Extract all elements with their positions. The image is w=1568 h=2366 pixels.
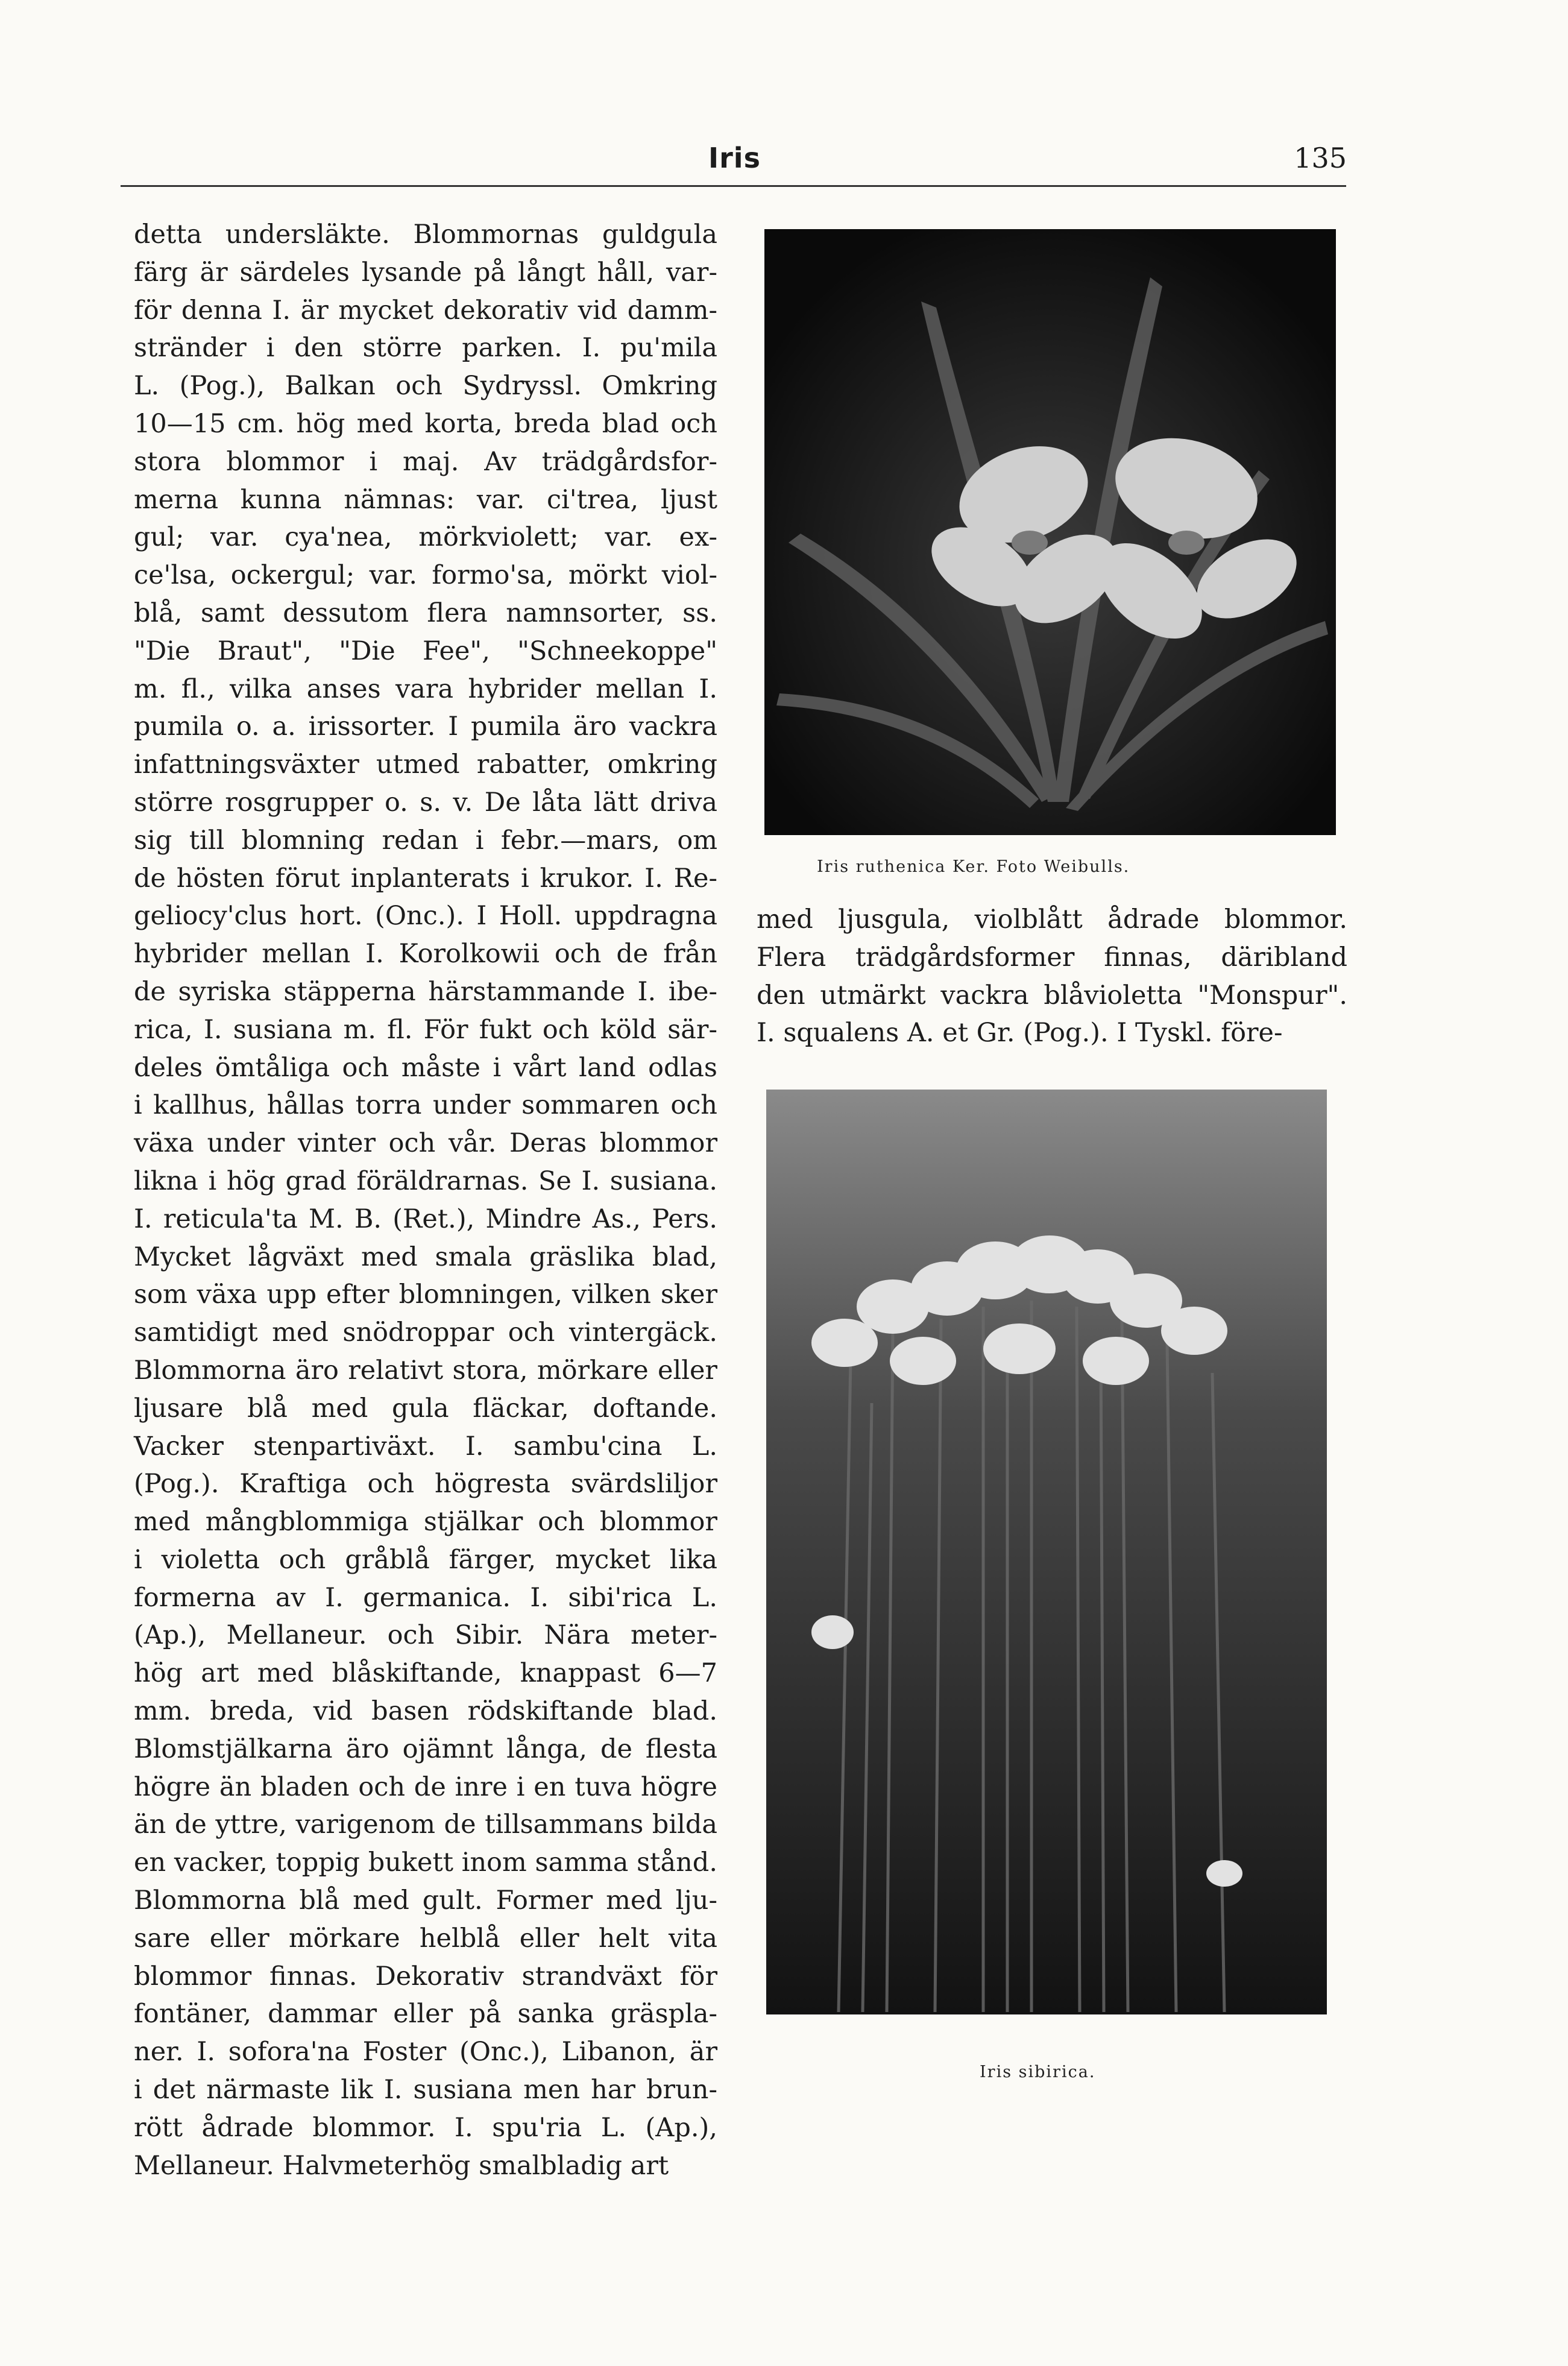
figure-caption-2: Iris sibirica. (980, 2063, 1096, 2081)
text-line: ner. I. sofora'na Foster (Onc.), Libanon, är (134, 2037, 717, 2068)
text-line: färg är särdeles lysande på långt håll, var- (134, 257, 717, 288)
text-line: Blommorna äro relativt stora, mörkare eller (134, 1355, 717, 1386)
text-line: Blommorna blå med gult. Former med lju- (134, 1885, 717, 1916)
text-line: merna kunna nämnas: var. ci'trea, ljust (134, 484, 717, 515)
running-header: Iris (708, 142, 761, 174)
text-line: de syriska stäpperna härstammande I. ibe- (134, 976, 717, 1007)
text-line: ljusare blå med gula fläckar, doftande. (134, 1393, 717, 1424)
text-line: ce'lsa, ockergul; var. formo'sa, mörkt viol- (134, 560, 717, 591)
text-line: med ljusgula, violblått ådrade blommor. (757, 904, 1347, 935)
text-line: sig till blomning redan i febr.—mars, om (134, 825, 717, 856)
text-line: infattningsväxter utmed rabatter, omkring (134, 749, 717, 780)
text-line: I. squalens A. et Gr. (Pog.). I Tyskl. före- (757, 1018, 1283, 1049)
photo-iris-ruthenica (764, 229, 1336, 835)
text-line: pumila o. a. irissorter. I pumila äro vackra (134, 711, 717, 742)
text-line: gul; var. cya'nea, mörkviolett; var. ex- (134, 522, 717, 553)
text-line: växa under vinter och vår. Deras blommor (134, 1128, 717, 1159)
text-line: Mycket lågväxt med smala gräslika blad, (134, 1241, 717, 1272)
text-line: Mellaneur. Halvmeterhög smalbladig art (134, 2150, 669, 2181)
text-line: (Ap.), Mellaneur. och Sibir. Nära meter- (134, 1620, 717, 1651)
text-line: större rosgrupper o. s. v. De låta lätt driva (134, 787, 717, 818)
text-line: geliocy'clus hort. (Onc.). I Holl. uppdragna (134, 901, 717, 932)
text-line: för denna I. är mycket dekorativ vid damm- (134, 295, 717, 326)
text-line: L. (Pog.), Balkan och Sydryssl. Omkring (134, 371, 717, 402)
text-line: I. reticula'ta M. B. (Ret.), Mindre As., Pers. (134, 1204, 717, 1234)
text-line: i kallhus, hållas torra under sommaren och (134, 1090, 717, 1121)
text-line: "Die Braut", "Die Fee", "Schneekoppe" (134, 636, 717, 666)
text-line: rött ådrade blommor. I. spu'ria L. (Ap.), (134, 2112, 717, 2143)
text-line: detta undersläkte. Blommornas guldgula (134, 219, 717, 250)
text-line: formerna av I. germanica. I. sibi'rica L. (134, 1582, 717, 1613)
page-number: 135 (1294, 142, 1347, 174)
figure-caption-1: Iris ruthenica Ker. Foto Weibulls. (817, 857, 1130, 876)
text-line: Flera trädgårdsformer finnas, däribland (757, 942, 1347, 973)
right-text-column (757, 901, 1347, 1052)
text-line: med mångblommiga stjälkar och blommor (134, 1507, 717, 1538)
text-line: rica, I. susiana m. fl. För fukt och köld sär- (134, 1014, 717, 1045)
text-line: 10—15 cm. hög med korta, breda blad och (134, 408, 717, 439)
photo-iris-sibirica (766, 1090, 1327, 2014)
text-line: deles ömtåliga och måste i vårt land odlas (134, 1052, 717, 1083)
text-line: högre än bladen och de inre i en tuva högre (134, 1771, 717, 1802)
text-line: i violetta och gråblå färger, mycket lika (134, 1544, 717, 1575)
text-line: Blomstjälkarna äro ojämnt långa, de flesta (134, 1733, 717, 1764)
photo-iris-sibirica-image (766, 1090, 1327, 2014)
text-line: blå, samt dessutom flera namnsorter, ss. (134, 598, 717, 628)
text-line: mm. breda, vid basen rödskiftande blad. (134, 1696, 717, 1727)
text-line: likna i hög grad föräldrarnas. Se I. susiana. (134, 1166, 717, 1196)
text-line: de hösten förut inplanterats i krukor. I. Re- (134, 863, 717, 894)
text-line: stora blommor i maj. Av trädgårdsfor- (134, 446, 717, 477)
left-text-column (134, 216, 717, 2185)
text-line: samtidigt med snödroppar och vintergäck. (134, 1317, 717, 1348)
photo-iris-ruthenica-image (764, 229, 1336, 835)
text-line: som växa upp efter blomningen, vilken sker (134, 1279, 717, 1310)
text-line: m. fl., vilka anses vara hybrider mellan I. (134, 674, 717, 704)
text-line: fontäner, dammar eller på sanka gräspla- (134, 1999, 717, 2030)
text-line: än de yttre, varigenom de tillsammans bilda (134, 1809, 717, 1840)
text-line: den utmärkt vackra blåvioletta "Monspur". (757, 980, 1347, 1011)
text-line: (Pog.). Kraftiga och högresta svärdsliljor (134, 1469, 717, 1500)
text-line: hybrider mellan I. Korolkowii och de från (134, 939, 717, 970)
header-rule (121, 185, 1346, 187)
text-line: stränder i den större parken. I. pu'mila (134, 333, 717, 364)
text-line: i det närmaste lik I. susiana men har brun- (134, 2075, 717, 2106)
text-line: sare eller mörkare helblå eller helt vita (134, 1923, 717, 1954)
text-line: hög art med blåskiftande, knappast 6—7 (134, 1658, 717, 1689)
text-line: en vacker, toppig bukett inom samma stånd. (134, 1847, 717, 1878)
text-line: blommor finnas. Dekorativ strandväxt för (134, 1961, 717, 1992)
text-line: Vacker stenpartiväxt. I. sambu'cina L. (134, 1431, 717, 1462)
